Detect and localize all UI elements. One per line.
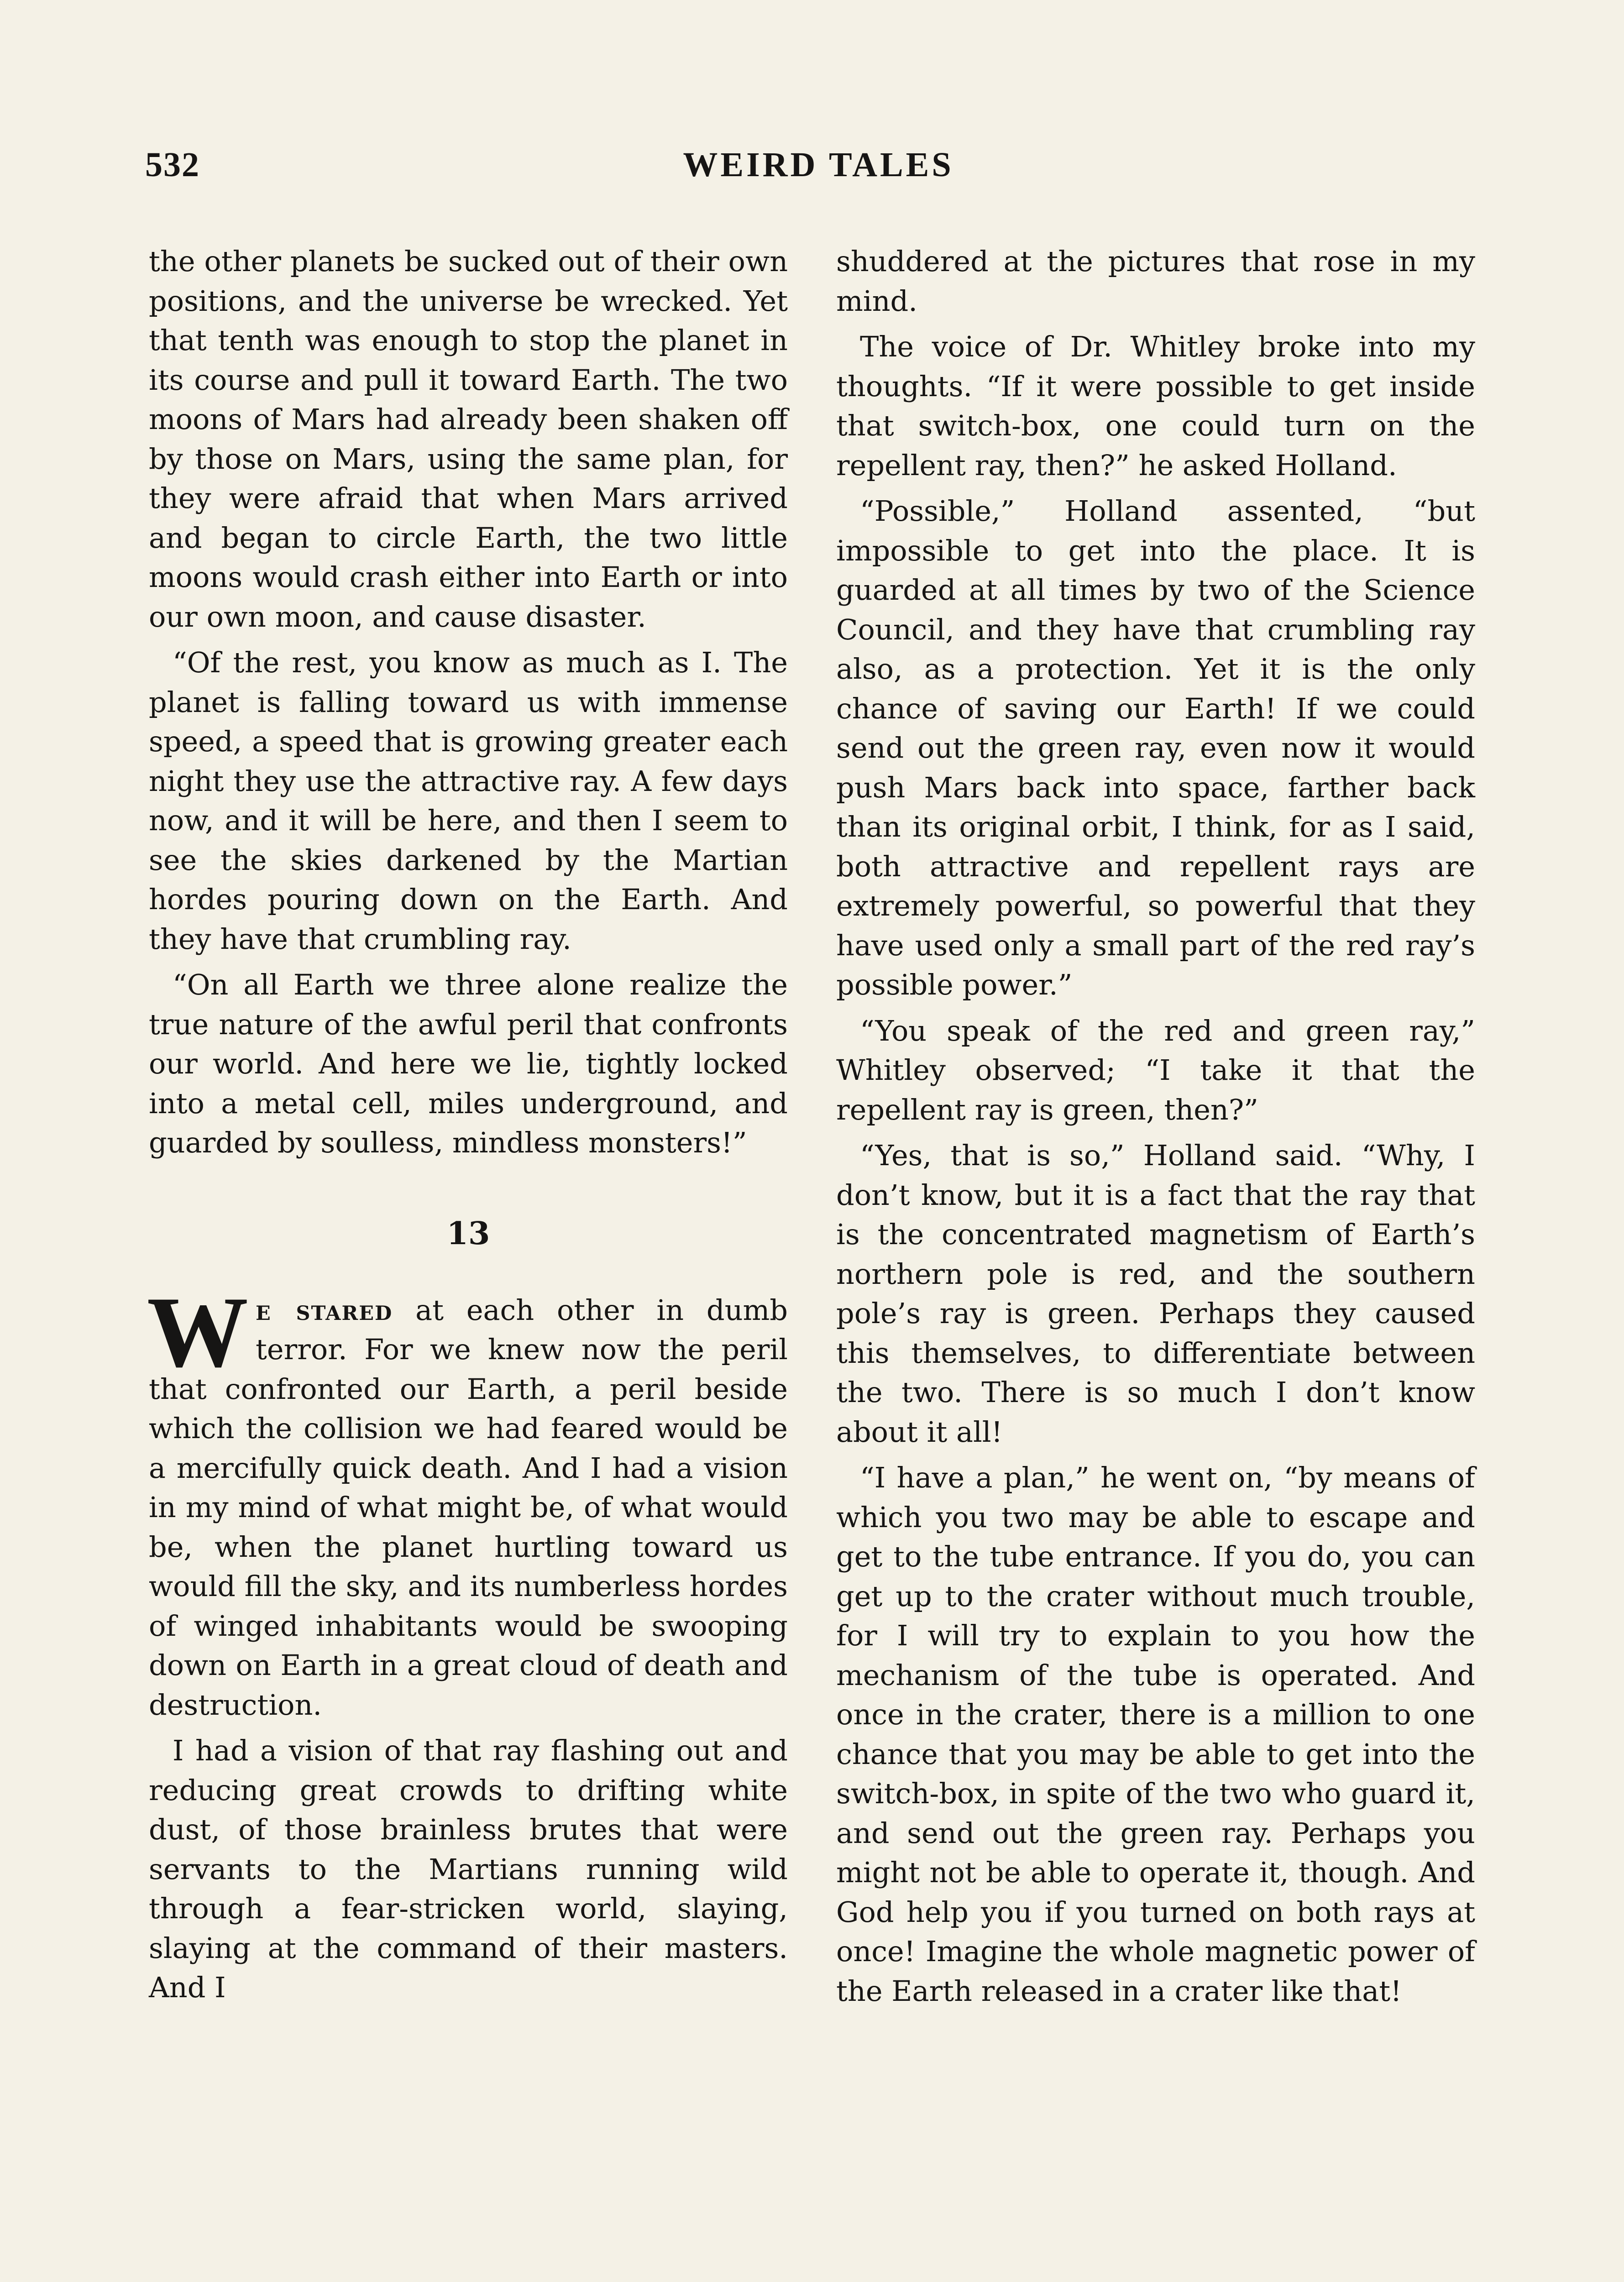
page-header bbox=[145, 145, 1492, 191]
running-title: WEIRD TALES bbox=[683, 146, 954, 184]
right-column bbox=[836, 242, 1475, 2017]
paragraph: “Of the rest, you know as much as I. The planet is falling toward us with immense speed, a speed that is growing greater each night they use the attractive ray. A few days now, and it will be here, and then I seem to see the skies darkened by the Martian hordes pouring down on the Earth. And they have that crumbling ray. bbox=[149, 646, 788, 956]
page-number: 532 bbox=[145, 146, 200, 184]
chapter-paragraph-text: at each other in dumb terror. For we knew now the peril that confronted our Earth, a peril beside which the collision we had feared would be a mercifully quick death. And I had a vision in my mind of what might be, of what would be, when the planet hurtling toward us would fill the sky, and its numberless hordes of winged inhabitants would be swooping down on Earth in a great cloud of death and destruction. bbox=[149, 1293, 788, 1722]
paragraph: “Possible,” Holland assented, “but impossible to get into the place. It is guarded at all times by two of the Science Council, and they have that crumbling ray also, as a protection. Yet it is the only chance of saving our Earth! If we could send out the green ray, even now it would push Mars back into space, farther back than its original orbit, I think, for as I said, both attractive and repellent rays are extremely powerful, so powerful that they have used only a small part of the red ray’s possible power.” bbox=[836, 494, 1475, 1001]
paragraph: “I have a plan,” he went on, “by means of which you two may be able to escape and get to the tube entrance. If you do, you can get up to the crater without much trouble, for I will try to explain to you how the mechanism of the tube is operated. And once in the crater, there is a million to one chance that you may be able to get into the switch-box, in spite of the two who guard it, and send out the green ray. Perhaps you might not be able to operate it, though. And God help you if you turned on both rays at once! Imagine the whole magnetic power of the Earth released in a crater like that! bbox=[836, 1461, 1475, 2008]
drop-cap: W bbox=[147, 1276, 248, 1388]
paragraph: shuddered at the pictures that rose in my mind. bbox=[836, 245, 1475, 318]
paragraph: the other planets be sucked out of their own positions, and the universe be wrecked. Yet that tenth was enough to stop the planet in its course and pull it toward Earth. The two moons of Mars had already been shaken off by those on Mars, using the same plan, for they were afraid that when Mars arrived and began to circle Earth, the two little moons would crash either into Earth or into our own moon, and cause disaster. bbox=[149, 245, 788, 633]
paragraph: “Yes, that is so,” Holland said. “Why, I don’t know, but it is a fact that the ray that is the concentrated magnetism of Earth’s northern pole is red, and the southern pole’s ray is green. Perhaps they caused this themselves, to differentiate between the two. There is so much I don’t know about it all! bbox=[836, 1139, 1475, 1449]
paragraph: I had a vision of that ray flashing out and reducing great crowds to drifting white dust, of those brainless brutes that were servants to the Martians running wild through a fear-stricken world, slaying, slaying at the command of their masters. And I bbox=[149, 1734, 788, 2004]
paragraph: “You speak of the red and green ray,” Whitley observed; “I take it that the repellent ray is green, then?” bbox=[836, 1014, 1475, 1126]
chapter-opening bbox=[147, 1276, 788, 1725]
paragraph: The voice of Dr. Whitley broke into my thoughts. “If it were possible to get inside that switch-box, one could turn on the repellent ray, then?” he asked Holland. bbox=[836, 330, 1475, 482]
opening-words: e stared bbox=[256, 1293, 393, 1327]
chapter-number: 13 bbox=[446, 1215, 490, 1252]
paragraph: “On all Earth we three alone realize the true nature of the awful peril that confronts our world. And here we lie, tightly locked into a metal cell, miles underground, and guarded by soulless, mindless monsters!” bbox=[149, 968, 788, 1159]
left-column bbox=[149, 242, 788, 2014]
